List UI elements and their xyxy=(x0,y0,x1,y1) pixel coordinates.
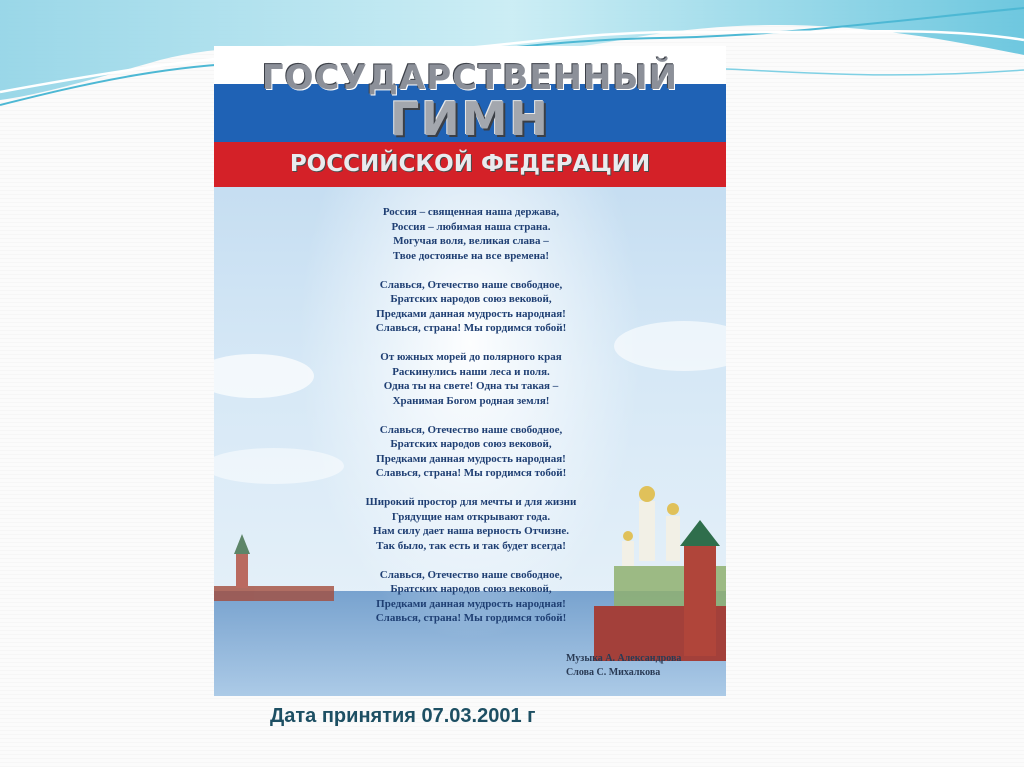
stanza-5 xyxy=(330,495,612,553)
lyric-line: Твое достоянье на все времена! xyxy=(392,249,550,262)
poster-credits xyxy=(566,652,716,680)
lyric-line: Одна ты на свете! Одна ты такая – xyxy=(383,380,559,392)
lyric-line: Раскинулись наши леса и поля. xyxy=(392,365,550,378)
credit-words: Слова С. Михалкова xyxy=(566,667,661,678)
stanza-2-chorus xyxy=(330,278,612,336)
lyric-line: Россия – священная наша держава, xyxy=(382,206,560,218)
lyric-line: Так было, так есть и так будет всегда! xyxy=(376,539,566,552)
poster-title-line2: ГИМН xyxy=(389,92,551,146)
lyric-line: Предками данная мудрость народная! xyxy=(376,597,566,610)
stanza-3 xyxy=(330,350,612,408)
lyric-line: Предками данная мудрость народная! xyxy=(376,307,566,320)
lyric-line: Братских народов союз вековой, xyxy=(390,293,552,305)
lyric-line: Предками данная мудрость народная! xyxy=(376,452,566,465)
adoption-date-caption: Дата принятия 07.03.2001 г xyxy=(270,705,536,727)
lyric-line: Славься, страна! Мы гордимся тобой! xyxy=(375,467,567,479)
lyric-line: Россия – любимая наша страна. xyxy=(391,220,551,233)
anthem-lyrics xyxy=(330,205,612,626)
stanza-6-chorus xyxy=(330,568,612,626)
stanza-1 xyxy=(330,205,612,263)
lyric-line: Нам силу дает наша верность Отчизне. xyxy=(373,525,569,537)
lyric-line: Широкий простор для мечты и для жизни xyxy=(365,496,577,508)
lyric-line: Славься, Отечество наше свободное, xyxy=(379,278,563,291)
lyric-line: Хранимая Богом родная земля! xyxy=(392,394,550,407)
credit-music: Музыка А. Александрова xyxy=(566,653,682,664)
poster-title-line1: ГОСУДАРСТВЕННЫЙ xyxy=(261,58,679,98)
lyric-line: Могучая воля, великая слава – xyxy=(393,235,549,247)
lyric-line: Славься, Отечество наше свободное, xyxy=(379,568,563,581)
lyric-line: От южных морей до полярного края xyxy=(380,351,562,363)
lyric-line: Славься, страна! Мы гордимся тобой! xyxy=(375,612,567,624)
lyric-line: Славься, страна! Мы гордимся тобой! xyxy=(375,322,567,334)
lyric-line: Братских народов союз вековой, xyxy=(390,583,552,595)
stanza-4-chorus xyxy=(330,423,612,481)
lyric-line: Грядущие нам открывают года. xyxy=(391,510,551,523)
lyric-line: Славься, Отечество наше свободное, xyxy=(379,423,563,436)
poster-title-line3: РОССИЙСКОЙ ФЕДЕРАЦИИ xyxy=(289,151,651,177)
anthem-poster xyxy=(214,46,726,696)
lyric-line: Братских народов союз вековой, xyxy=(390,438,552,450)
